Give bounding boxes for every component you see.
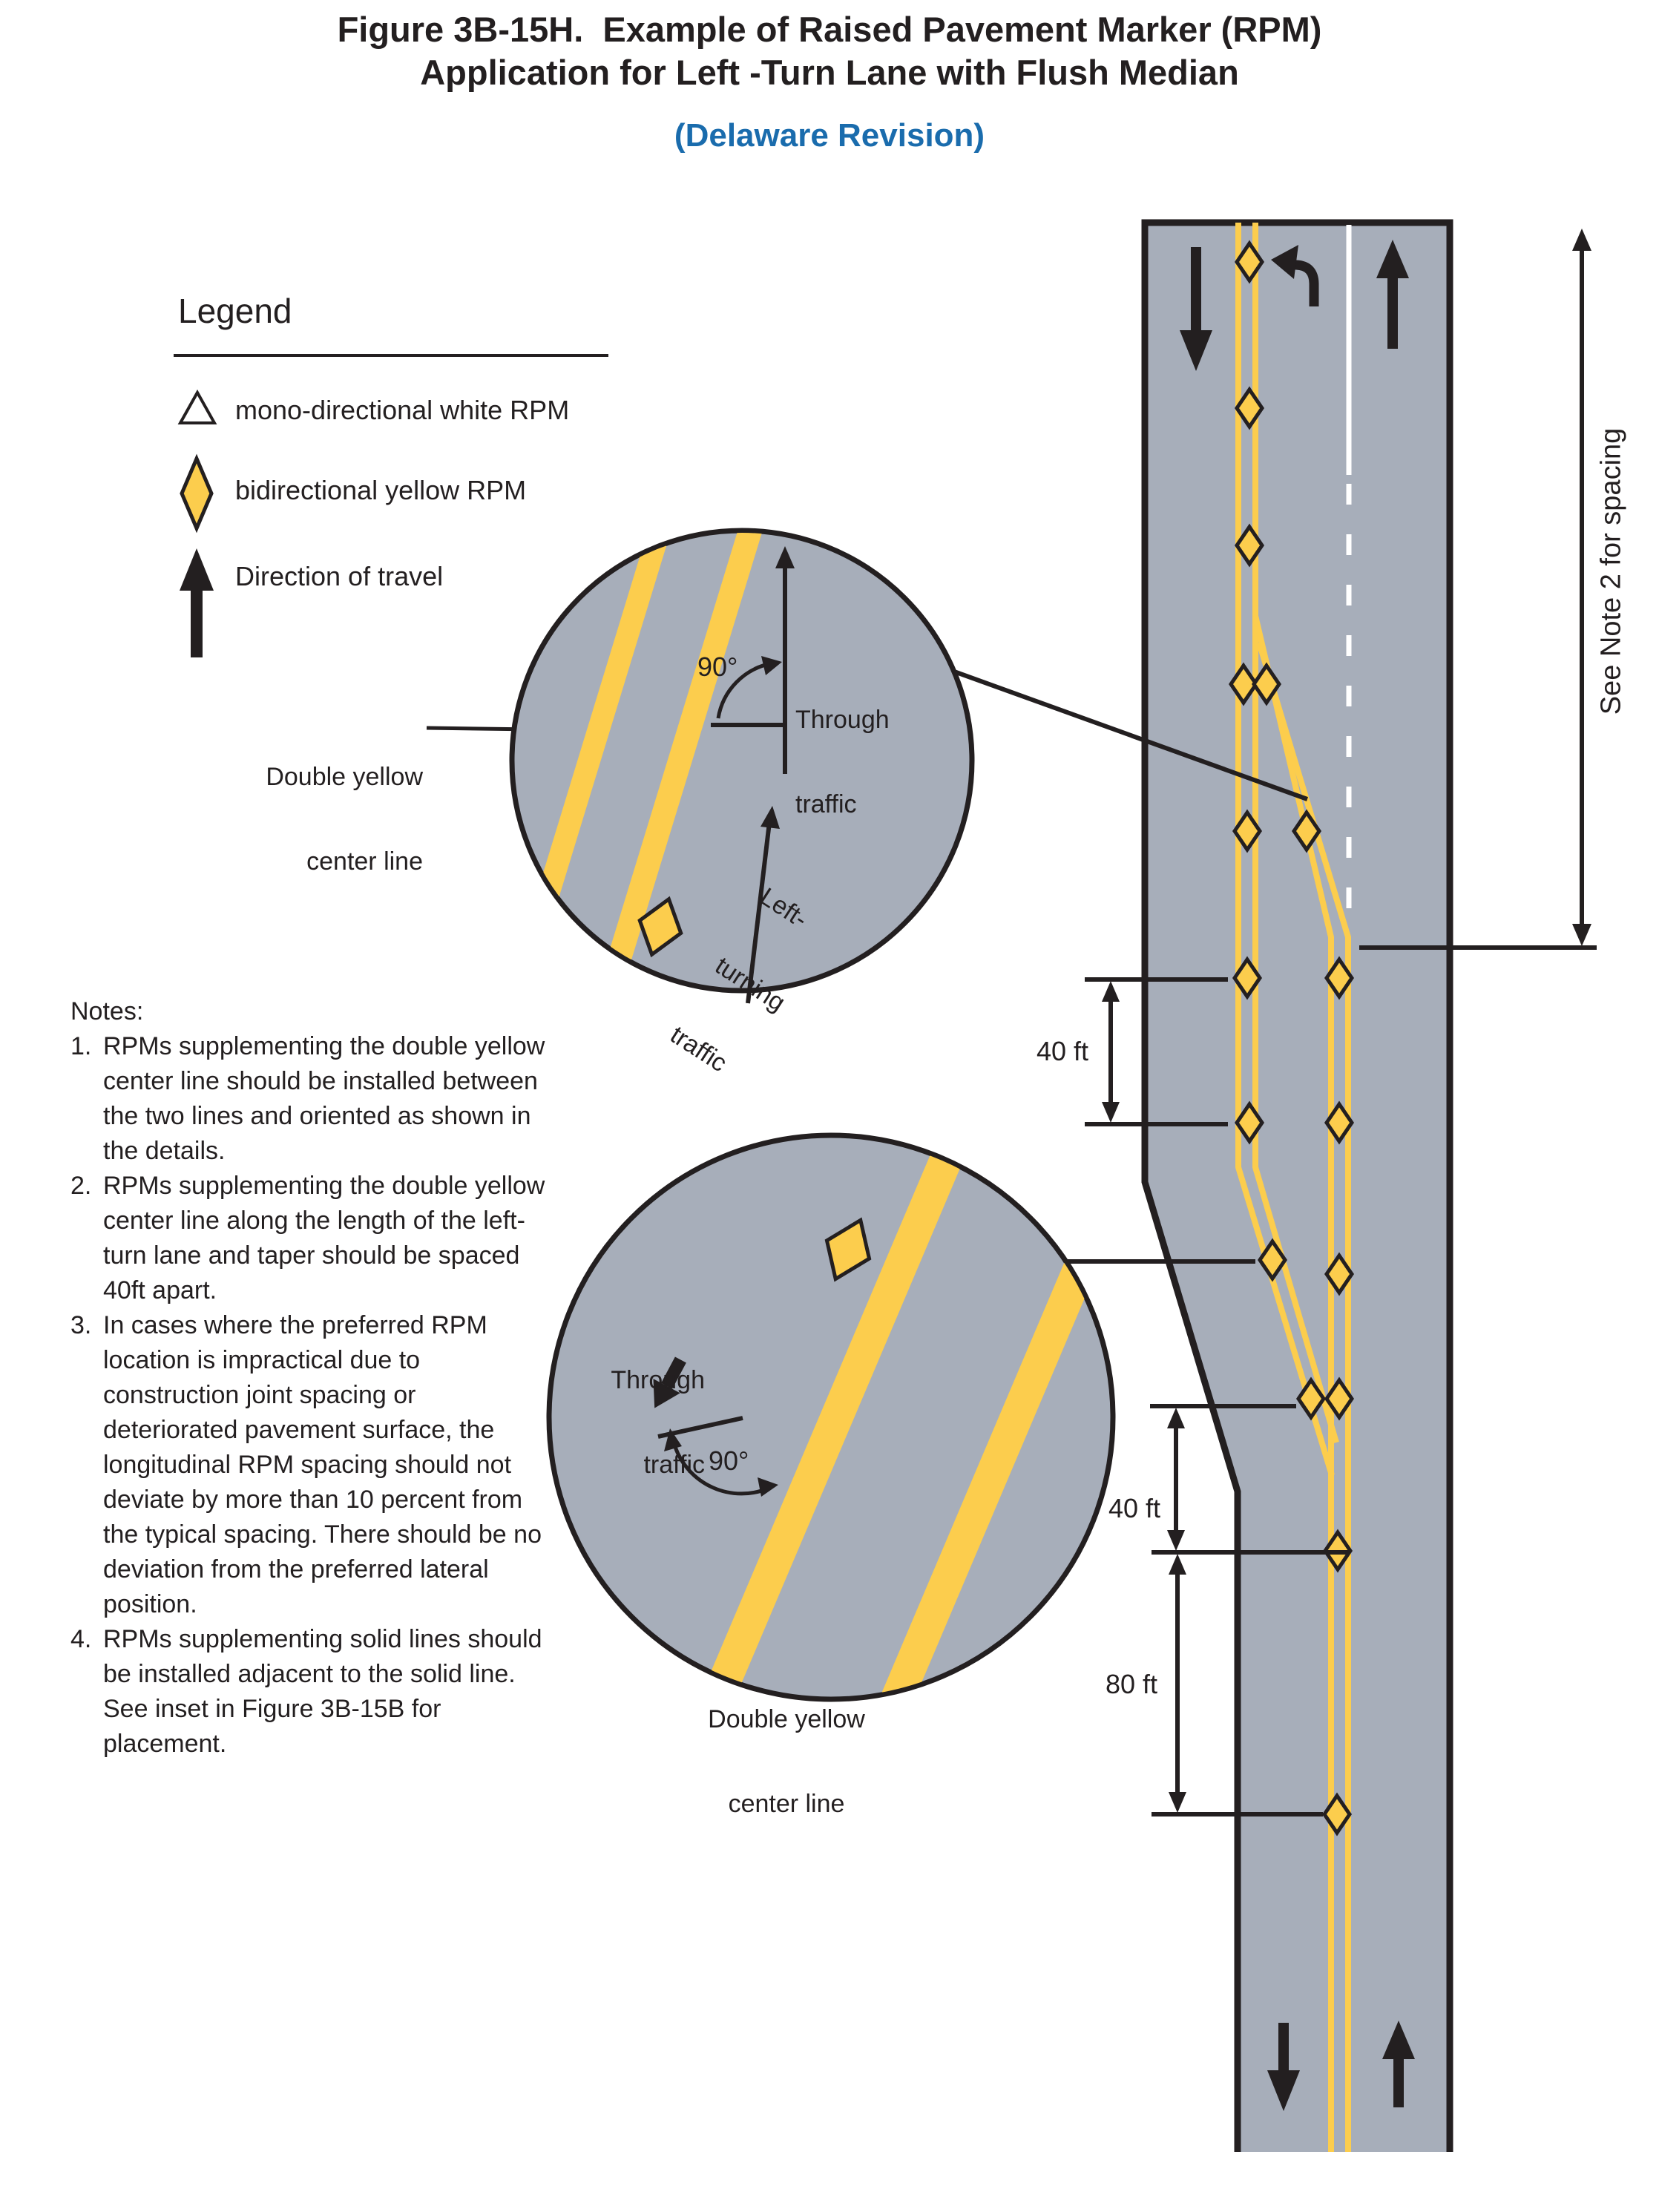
double-yellow-label-bottom [690,1649,883,1874]
through-traffic-top-line1: Through [795,706,890,734]
legend-item-mono-directional: mono-directional white RPM [235,395,570,425]
left-turning-line3: traffic [665,1020,732,1078]
note-item [70,1308,549,1622]
angle-90-bottom: 90° [709,1445,749,1476]
left-turning-line1: Left- [755,882,813,934]
note-item [70,1029,552,1169]
double-yellow-label-top-line2: center line [306,847,423,876]
legend-heading: Legend [178,292,292,330]
notes-heading: Notes: [70,997,144,1025]
figure-title-line2: Application for Left -Turn Lane with Flush Median [420,53,1239,92]
dim-40ft-lower-label: 40 ft [1108,1493,1160,1523]
double-yellow-label-bottom-line2: center line [728,1790,845,1818]
angle-90-top: 90° [697,652,738,682]
note-text: RPMs supplementing the double yellow center line along the length of the left-turn lane and taper should be spaced 40ft apart. [103,1172,552,1304]
through-traffic-label-top [795,649,890,875]
note-item [70,1622,549,1762]
diamond-icon [182,459,211,528]
double-yellow-label-top [245,706,423,932]
road [1145,223,1450,2152]
through-traffic-bottom-line1: Through [611,1366,705,1394]
through-traffic-top-line2: traffic [795,790,857,818]
triangle-icon [180,393,214,423]
dim-80ft-label: 80 ft [1105,1669,1157,1699]
note-number: 4. [70,1625,92,1653]
note-number: 1. [70,1032,92,1060]
note-text: RPMs supplementing the double yellow center line should be installed between the two lines and oriented as shown in the details. [103,1032,552,1165]
through-traffic-label-bottom [601,1310,705,1535]
see-note-2-label: See Note 2 for spacing [1595,427,1627,715]
note-item [70,1169,552,1308]
left-turning-line2: turning [710,951,790,1017]
legend-item-bidirectional: bidirectional yellow RPM [235,475,527,505]
figure-title-line1: Figure 3B-15H. Example of Raised Pavement Marker (RPM) [337,10,1322,49]
note-number: 2. [70,1172,92,1200]
double-yellow-label-bottom-line1: Double yellow [708,1705,865,1733]
legend-item-direction: Direction of travel [235,561,444,591]
note-text: In cases where the preferred RPM location is impractical due to construction joint spacing or deteriorated pavement surface, the longitudinal RPM spacing should not deviate by more than 10 percent from the typical spacing. There should be no deviation from the preferred lateral position. [103,1311,549,1618]
dim-40ft-upper-label: 40 ft [1036,1036,1088,1066]
notes-block [70,994,552,1762]
note-text: RPMs supplementing solid lines should be installed adjacent to the solid line. See inset in Figure 3B-15B for placement. [103,1625,549,1758]
through-traffic-bottom-line2: traffic [643,1451,705,1479]
double-yellow-label-top-line1: Double yellow [266,763,423,791]
figure-title-revision: (Delaware Revision) [674,117,985,154]
road-surface [1145,223,1450,2152]
note-number: 3. [70,1311,92,1339]
up-arrow-icon [180,548,214,657]
